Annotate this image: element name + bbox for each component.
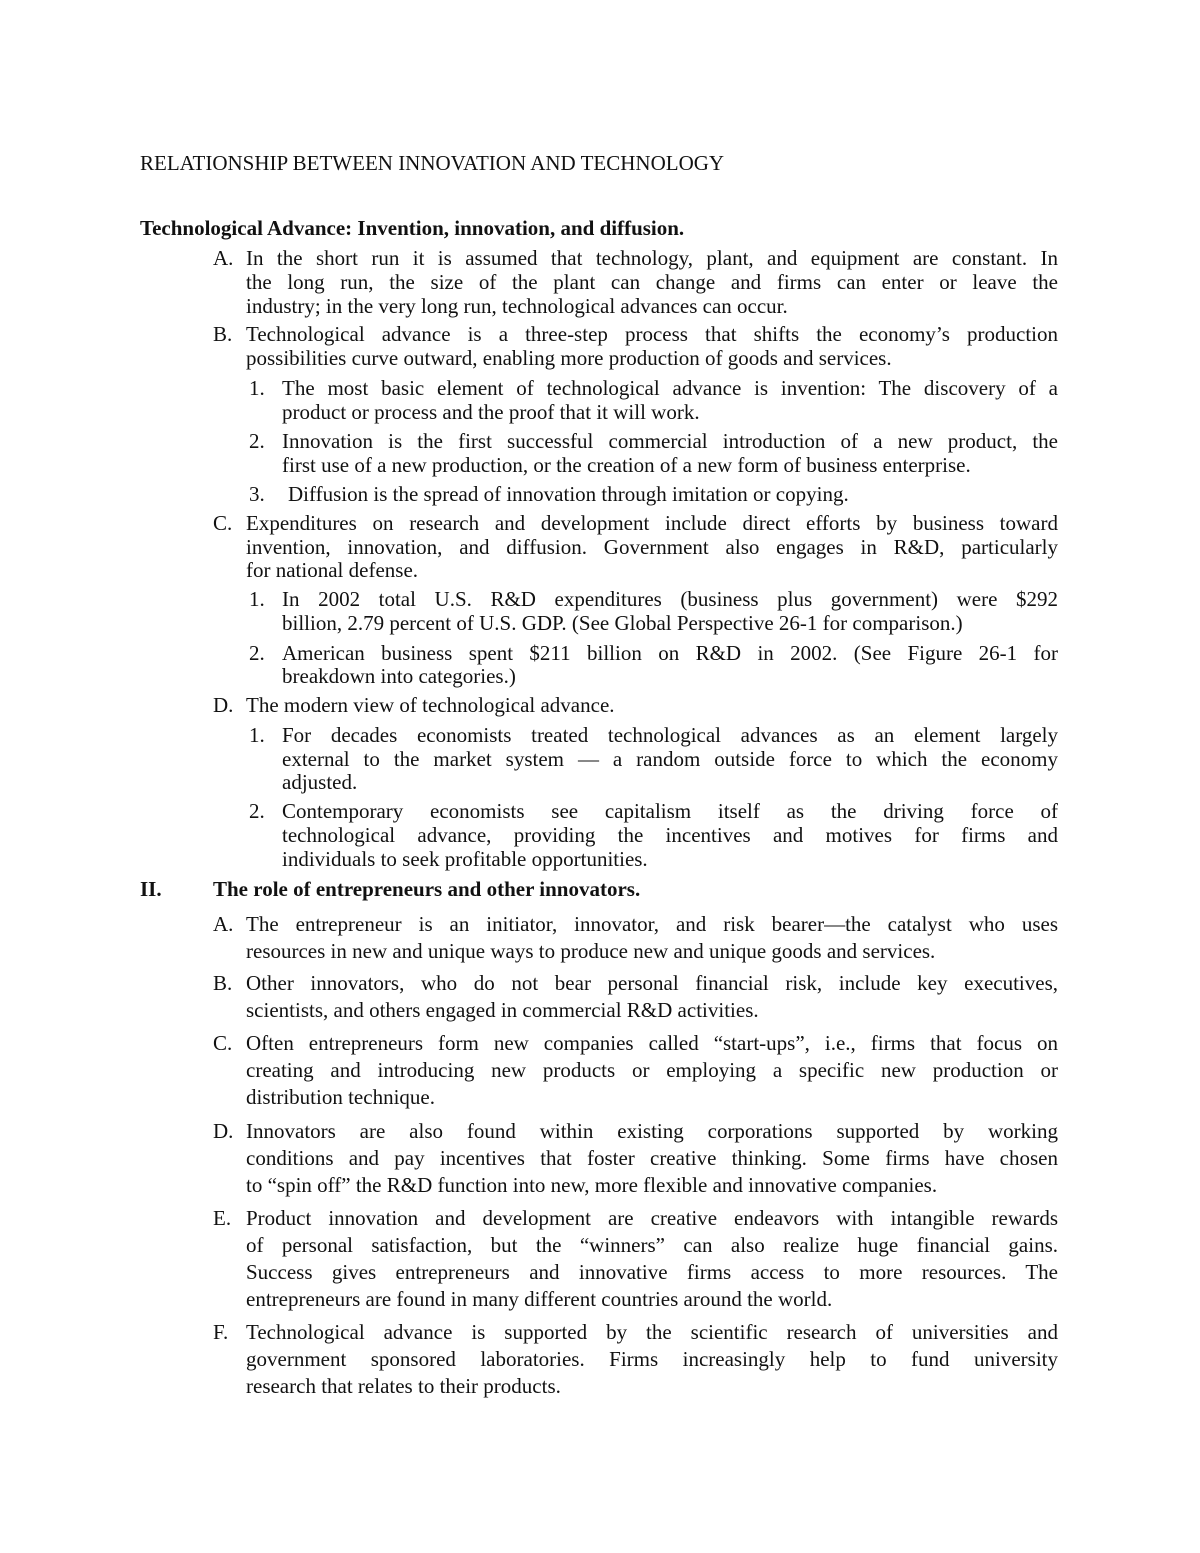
- text-line: Expenditures on research and development include direct efforts by business toward: [246, 511, 1058, 535]
- text-line: product or process and the proof that it will work.: [282, 400, 700, 424]
- text-line: The entrepreneur is an initiator, innovator, and risk bearer—the catalyst who uses: [246, 912, 1058, 936]
- section-numeral: II.: [140, 877, 162, 901]
- item-marker: C.: [213, 511, 233, 535]
- text-line: first use of a new production, or the creation of a new form of business enterprise.: [282, 453, 971, 477]
- text-line: adjusted.: [282, 770, 358, 794]
- document-title: RELATIONSHIP BETWEEN INNOVATION AND TECHNOLOGY: [140, 151, 725, 175]
- item-marker: D.: [213, 693, 234, 717]
- text-line: Contemporary economists see capitalism itself as the driving force of: [282, 799, 1058, 823]
- text-line: the long run, the size of the plant can change and firms can enter or leave the: [246, 270, 1058, 294]
- text-line: technological advance, providing the incentives and motives for firms and: [282, 823, 1058, 847]
- text-line: individuals to seek profitable opportunities.: [282, 847, 648, 871]
- item-marker: A.: [213, 912, 234, 936]
- sub-item-marker: 1.: [249, 587, 265, 611]
- text-line: creating and introducing new products or employing a specific new production or: [246, 1058, 1058, 1082]
- text-line: The modern view of technological advance.: [246, 693, 615, 717]
- item-marker: C.: [213, 1031, 233, 1055]
- text-line: resources in new and unique ways to produce new and unique goods and services.: [246, 939, 936, 963]
- sub-item-marker: 1.: [249, 376, 265, 400]
- text-line: external to the market system — a random outside force to which the economy: [282, 747, 1058, 771]
- text-line: Technological advance is a three-step process that shifts the economy’s production: [246, 322, 1058, 346]
- item-marker: A.: [213, 246, 234, 270]
- text-line: For decades economists treated technological advances as an element largely: [282, 723, 1058, 747]
- item-marker: D.: [213, 1119, 234, 1143]
- item-marker: B.: [213, 971, 233, 995]
- section-heading: The role of entrepreneurs and other innovators.: [213, 877, 641, 901]
- text-line: Diffusion is the spread of innovation through imitation or copying.: [288, 482, 849, 506]
- sub-item-marker: 1.: [249, 723, 265, 747]
- item-marker: B.: [213, 322, 233, 346]
- sub-item-marker: 2.: [249, 799, 265, 823]
- text-line: government sponsored laboratories. Firms increasingly help to fund university: [246, 1347, 1058, 1371]
- text-line: to “spin off” the R&D function into new, more flexible and innovative companies.: [246, 1173, 938, 1197]
- text-line: breakdown into categories.): [282, 664, 516, 688]
- text-line: entrepreneurs are found in many different countries around the world.: [246, 1287, 833, 1311]
- text-line: of personal satisfaction, but the “winners” can also realize huge financial gains.: [246, 1233, 1058, 1257]
- text-line: industry; in the very long run, technological advances can occur.: [246, 294, 788, 318]
- sub-item-marker: 3.: [249, 482, 265, 506]
- text-line: American business spent $211 billion on R&D in 2002. (See Figure 26-1 for: [282, 641, 1058, 665]
- section-heading: Technological Advance: Invention, innovation, and diffusion.: [140, 216, 685, 240]
- text-line: conditions and pay incentives that foster creative thinking. Some firms have chosen: [246, 1146, 1058, 1170]
- text-line: distribution technique.: [246, 1085, 435, 1109]
- text-line: Success gives entrepreneurs and innovative firms access to more resources. The: [246, 1260, 1058, 1284]
- text-line: invention, innovation, and diffusion. Government also engages in R&D, particularly: [246, 535, 1058, 559]
- text-line: Often entrepreneurs form new companies called “start-ups”, i.e., firms that focus on: [246, 1031, 1058, 1055]
- text-line: Innovators are also found within existing corporations supported by working: [246, 1119, 1058, 1143]
- text-line: Product innovation and development are creative endeavors with intangible rewards: [246, 1206, 1058, 1230]
- text-line: billion, 2.79 percent of U.S. GDP. (See Global Perspective 26-1 for comparison.): [282, 611, 963, 635]
- text-line: possibilities curve outward, enabling more production of goods and services.: [246, 346, 892, 370]
- text-line: research that relates to their products.: [246, 1374, 561, 1398]
- sub-item-marker: 2.: [249, 429, 265, 453]
- text-line: Other innovators, who do not bear personal financial risk, include key executives,: [246, 971, 1058, 995]
- text-line: In 2002 total U.S. R&D expenditures (business plus government) were $292: [282, 587, 1058, 611]
- item-marker: E.: [213, 1206, 232, 1230]
- item-marker: F.: [213, 1320, 229, 1344]
- text-line: scientists, and others engaged in commercial R&D activities.: [246, 998, 759, 1022]
- text-line: The most basic element of technological advance is invention: The discovery of a: [282, 376, 1058, 400]
- text-line: In the short run it is assumed that technology, plant, and equipment are constant. In: [246, 246, 1058, 270]
- text-line: Technological advance is supported by the scientific research of universities and: [246, 1320, 1058, 1344]
- sub-item-marker: 2.: [249, 641, 265, 665]
- text-line: Innovation is the first successful commercial introduction of a new product, the: [282, 429, 1058, 453]
- text-line: for national defense.: [246, 558, 419, 582]
